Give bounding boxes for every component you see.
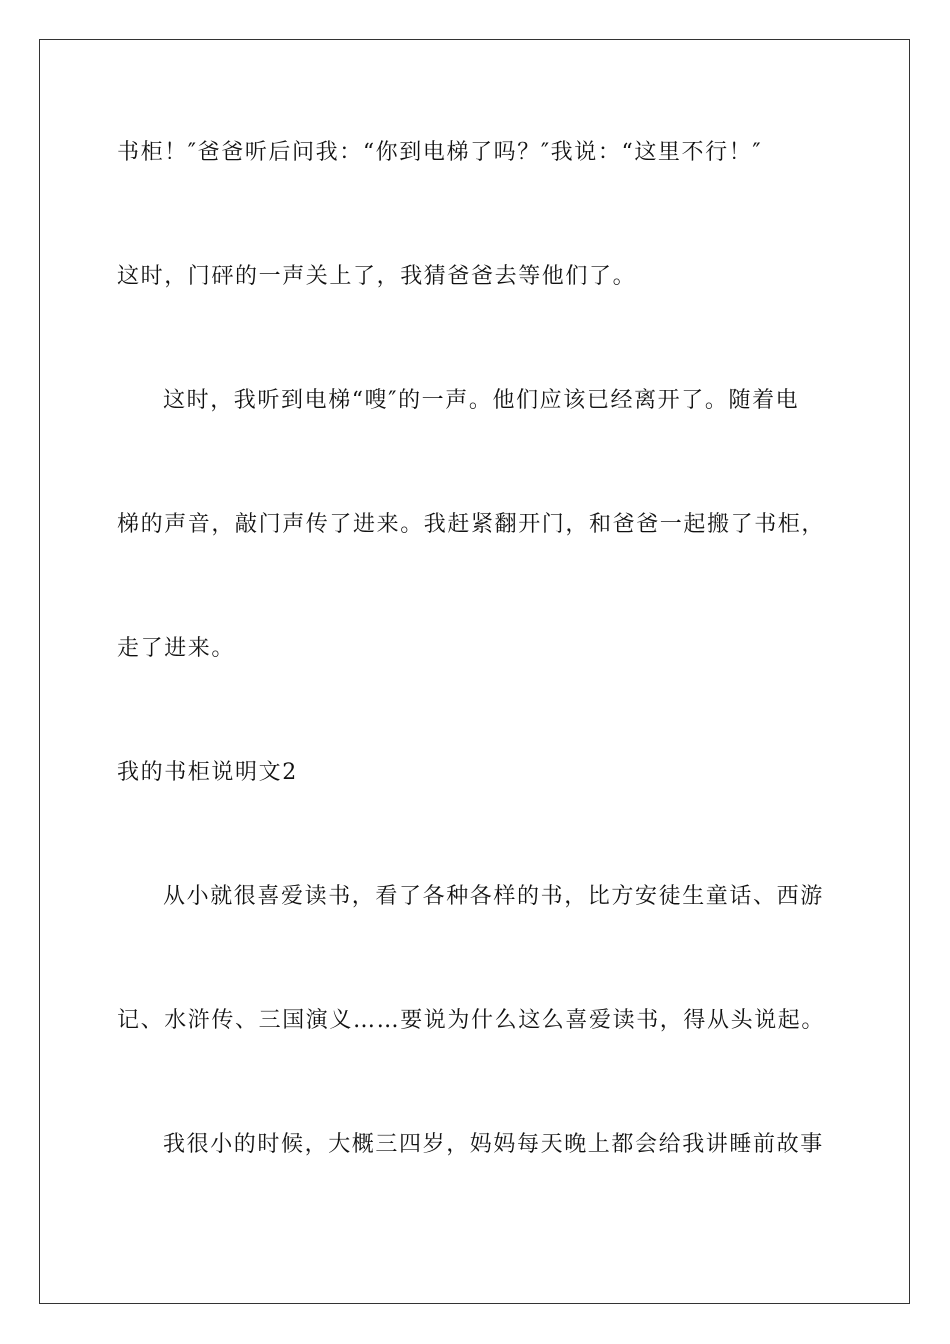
paragraph-line: 这时，门砰的一声关上了，我猜爸爸去等他们了。 [117, 264, 637, 289]
paragraph-line: 走了进来。 [117, 636, 236, 661]
paragraph-line: 这时，我听到电梯“嗖″的一声。他们应该已经离开了。随着电 [163, 388, 800, 413]
section-heading: 我的书柜说明文2 [117, 760, 298, 785]
page-border [39, 39, 910, 1304]
paragraph-line: 从小就很喜爱读书，看了各种各样的书，比方安徒生童话、西游 [163, 884, 824, 909]
paragraph-line: 我很小的时候，大概三四岁，妈妈每天晚上都会给我讲睡前故事 [163, 1132, 824, 1157]
paragraph-line: 梯的声音，敲门声传了进来。我赶紧翻开门，和爸爸一起搬了书柜， [117, 512, 826, 537]
paragraph-line: 书柜！″爸爸听后问我：“你到电梯了吗？″我说：“这里不行！″ [117, 140, 763, 165]
paragraph-line: 记、水浒传、三国演义……要说为什么这么喜爱读书，得从头说起。 [117, 1008, 826, 1033]
